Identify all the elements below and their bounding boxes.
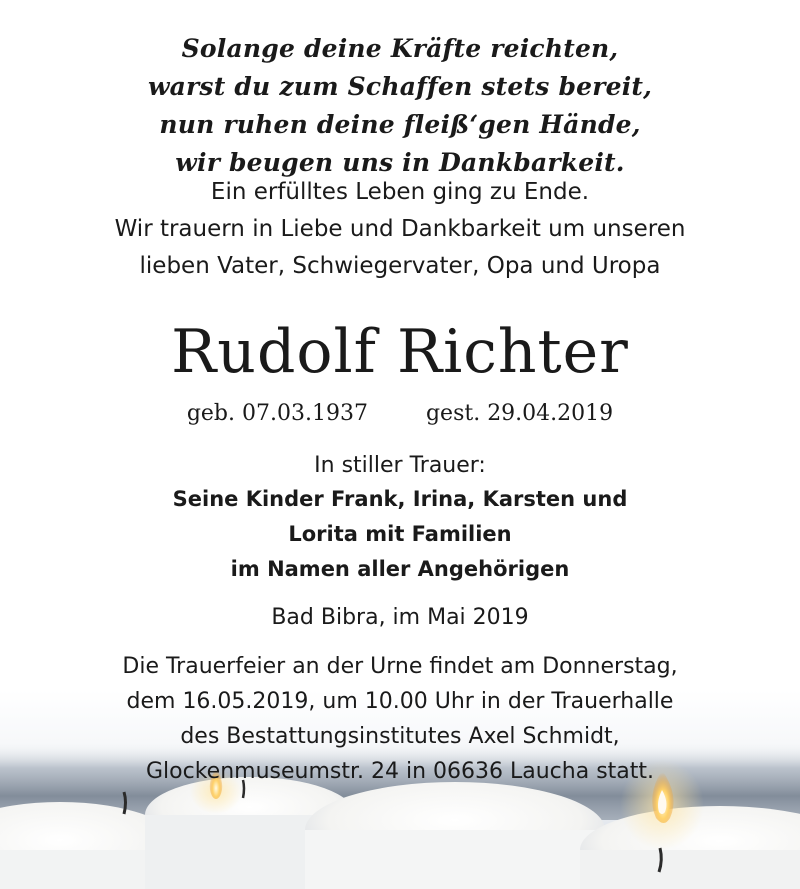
intro-line: lieben Vater, Schwiegervater, Opa und Uropa: [139, 253, 661, 279]
poem-verse: [0, 30, 800, 182]
death-date: gest. 29.04.2019: [425, 401, 614, 426]
intro-line: Wir trauern in Liebe und Dankbarkeit um unseren: [114, 216, 686, 242]
place-and-date: Bad Bibra, im Mai 2019: [271, 605, 529, 630]
poem-line: wir beugen uns in Dankbarkeit.: [175, 148, 625, 177]
mourners-label: In stiller Trauer:: [314, 453, 486, 478]
poem-line: nun ruhen deine fleiß‘gen Hände,: [159, 110, 641, 139]
mourners-line: im Namen aller Angehörigen: [230, 557, 570, 581]
intro-text: [0, 174, 800, 285]
mourners-list: [0, 482, 800, 587]
poem-line: warst du zum Schaffen stets bereit,: [147, 72, 653, 101]
mourners-line: Seine Kinder Frank, Irina, Karsten und: [172, 487, 628, 511]
funeral-info: [0, 649, 800, 789]
mourners-line: Lorita mit Familien: [288, 522, 512, 546]
funeral-line: Glockenmuseumstr. 24 in 06636 Laucha statt.: [145, 759, 655, 784]
poem-line: Solange deine Kräfte reichten,: [181, 34, 619, 63]
birth-date: geb. 07.03.1937: [186, 401, 368, 426]
funeral-line: dem 16.05.2019, um 10.00 Uhr in der Trauerhalle: [126, 689, 674, 714]
funeral-line: Die Trauerfeier an der Urne findet am Donnerstag,: [122, 654, 678, 679]
intro-line: Ein erfülltes Leben ging zu Ende.: [210, 179, 590, 205]
deceased-name: Rudolf Richter: [171, 317, 629, 387]
funeral-line: des Bestattungsinstitutes Axel Schmidt,: [180, 724, 620, 749]
life-dates: [0, 397, 800, 431]
